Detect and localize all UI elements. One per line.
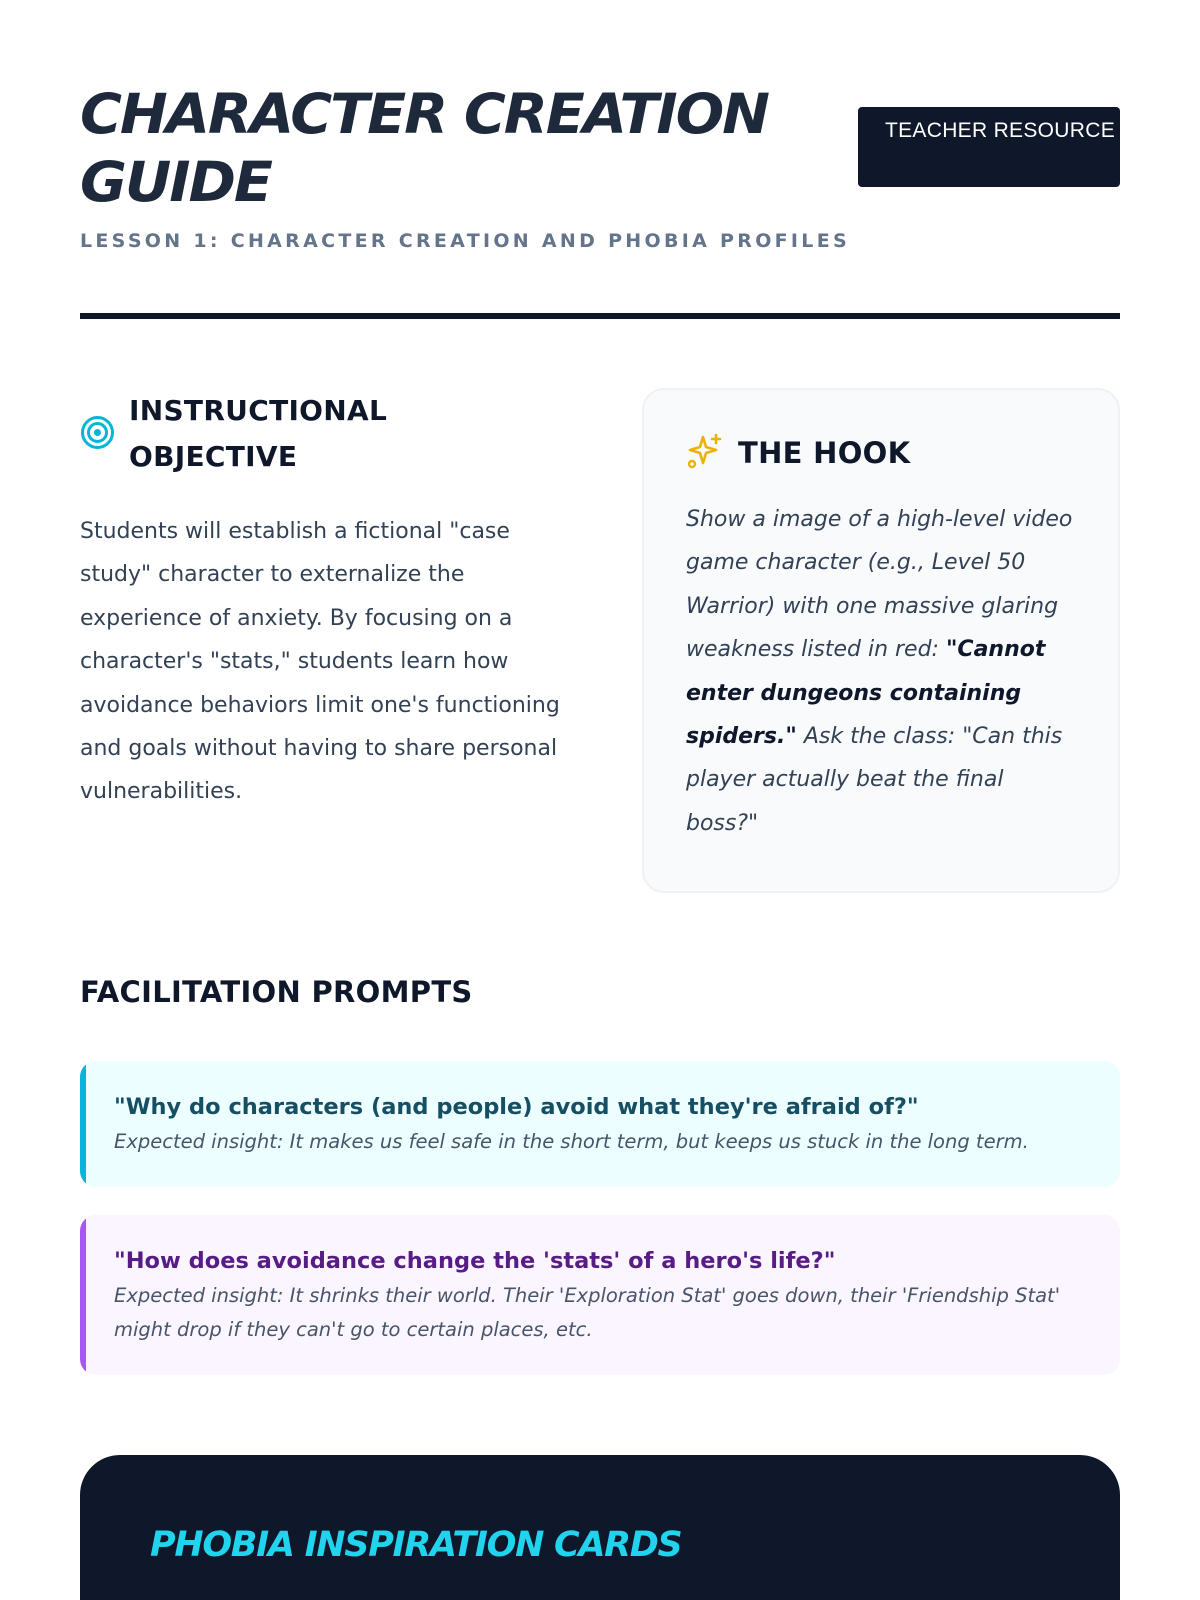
page-title: CHARACTER CREATION GUIDE xyxy=(80,82,768,214)
lesson-subtitle: LESSON 1: CHARACTER CREATION AND PHOBIA PROFILES xyxy=(80,230,850,252)
prompt-insight: Expected insight: It makes us feel safe in the short term, but keeps us stuck in the long term. xyxy=(114,1130,1029,1153)
hook-title: THE HOOK xyxy=(738,436,911,470)
hook-text-highlight: "Cannot enter dungeons containing spiders." xyxy=(686,637,1046,750)
objective-text: Students will establish a fictional "case study" character to externalize the experience of anxiety. By focusing on a character's "stats," students learn how avoidance behaviors limit one's functioning and goals without having to share personal vulnerabilities. xyxy=(80,519,560,805)
page-header xyxy=(80,80,1120,216)
hook-text-intro: Show a image of a high-level video game character (e.g., Level 50 Warrior) with one massive glaring weakness listed in red: xyxy=(686,507,1073,663)
hook-text-question: Ask the class: "Can this player actually beat the final boss?" xyxy=(686,724,1063,836)
teacher-resource-badge: TEACHER RESOURCE xyxy=(858,107,1120,187)
facilitation-prompt-1 xyxy=(80,1061,1120,1187)
facilitation-prompts-title: FACILITATION PROMPTS xyxy=(80,975,473,1009)
target-icon xyxy=(80,415,115,454)
prompt-question: "Why do characters (and people) avoid what they're afraid of?" xyxy=(114,1094,919,1120)
hook-card xyxy=(642,388,1120,893)
objective-heading xyxy=(80,388,570,480)
prompt-question: "How does avoidance change the 'stats' of a hero's life?" xyxy=(114,1248,836,1274)
objective-title: INSTRUCTIONAL OBJECTIVE xyxy=(129,394,388,473)
phobia-cards-title: PHOBIA INSPIRATION CARDS xyxy=(150,1525,682,1565)
hook-heading xyxy=(686,430,1078,476)
prompt-insight: Expected insight: It shrinks their world. Their 'Exploration Stat' goes down, their 'Friendship Stat' might drop if they can't go to certain places, etc. xyxy=(114,1284,1061,1341)
phobia-cards-panel xyxy=(80,1455,1120,1600)
facilitation-prompt-2 xyxy=(80,1215,1120,1375)
sparkles-icon xyxy=(686,432,724,474)
hook-text xyxy=(686,498,1078,845)
instructional-objective-section xyxy=(80,388,570,814)
header-divider xyxy=(80,313,1120,319)
